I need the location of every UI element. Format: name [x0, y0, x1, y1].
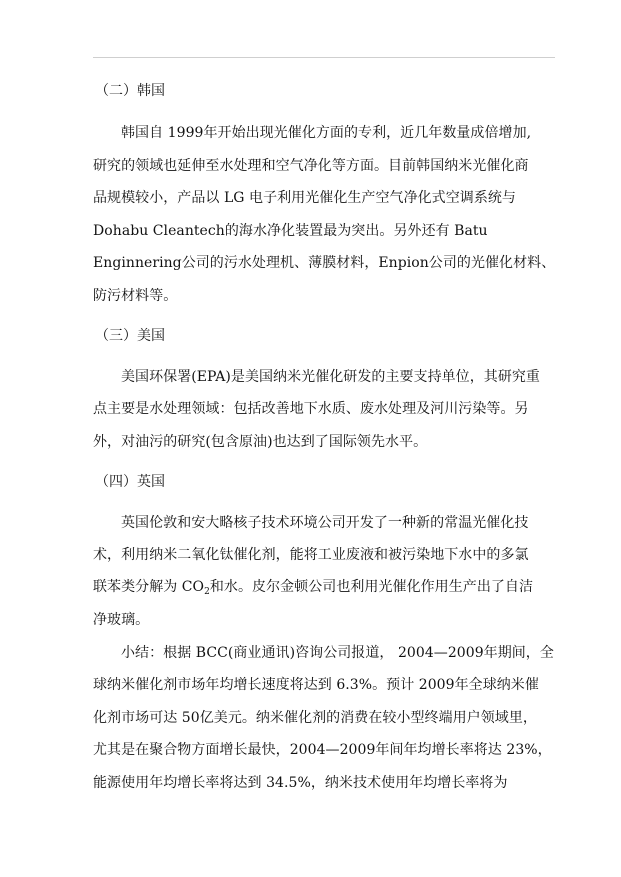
- summary-line: 化剂市场可达 50亿美元。纳米催化剂的消费在较小型终端用户领域里，: [93, 710, 537, 726]
- paragraph-line: 外，对油污的研究(包含原油)也达到了国际领先水平。: [93, 434, 428, 450]
- co2-tail-text: 和水。皮尔金顿公司也利用光催化作用生产出了自洁: [209, 579, 534, 595]
- paragraph-line: 美国环保署(EPA)是美国纳米光催化研发的主要支持单位，其研究重: [121, 369, 540, 385]
- paragraph-line: 防污材料等。: [93, 288, 178, 304]
- paragraph-line-co2: [93, 577, 533, 597]
- section-heading-usa: （三）美国: [95, 328, 165, 344]
- summary-line: 尤其是在聚合物方面增长最快，2004—2009年间年均增长率将达 23%，: [93, 742, 552, 758]
- summary-line: 能源使用年均增长率将达到 34.5%，纳米技术使用年均增长率将为: [93, 775, 508, 791]
- co2-text: 联苯类分解为 CO: [93, 579, 205, 595]
- section-heading-korea: （二）韩国: [95, 83, 165, 99]
- paragraph-line: 点主要是水处理领域：包括改善地下水质、废水处理及河川污染等。另: [93, 401, 529, 417]
- paragraph-line: 品规模较小，产品以 LG 电子利用光催化生产空气净化式空调系统与: [93, 190, 516, 206]
- section-heading-uk: （四）英国: [95, 474, 165, 490]
- paragraph-line: 术，利用纳米二氧化钛催化剂，能将工业废液和被污染地下水中的多氯: [93, 547, 529, 563]
- paragraph-line: 韩国自 1999年开始出现光催化方面的专利，近几年数量成倍增加,: [121, 125, 532, 141]
- header-rule: [93, 57, 555, 58]
- co2-subscript: 2: [204, 587, 210, 597]
- paragraph-line: 净玻璃。: [93, 612, 150, 628]
- paragraph-line: 英国伦敦和安大略核子技术环境公司开发了一种新的常温光催化技: [121, 515, 529, 531]
- paragraph-line: 研究的领域也延伸至水处理和空气净化等方面。目前韩国纳米光催化商: [93, 158, 529, 174]
- summary-line: 小结：根据 BCC(商业通讯)咨询公司报道， 2004—2009年期间，全: [121, 645, 554, 661]
- paragraph-line: Enginnering公司的污水处理机、薄膜材料，Enpion公司的光催化材料、: [93, 255, 556, 271]
- paragraph-line: Dohabu Cleantech的海水净化装置最为突出。另外还有 Batu: [93, 223, 488, 239]
- summary-line: 球纳米催化剂市场年均增长速度将达到 6.3%。预计 2009年全球纳米催: [93, 677, 539, 693]
